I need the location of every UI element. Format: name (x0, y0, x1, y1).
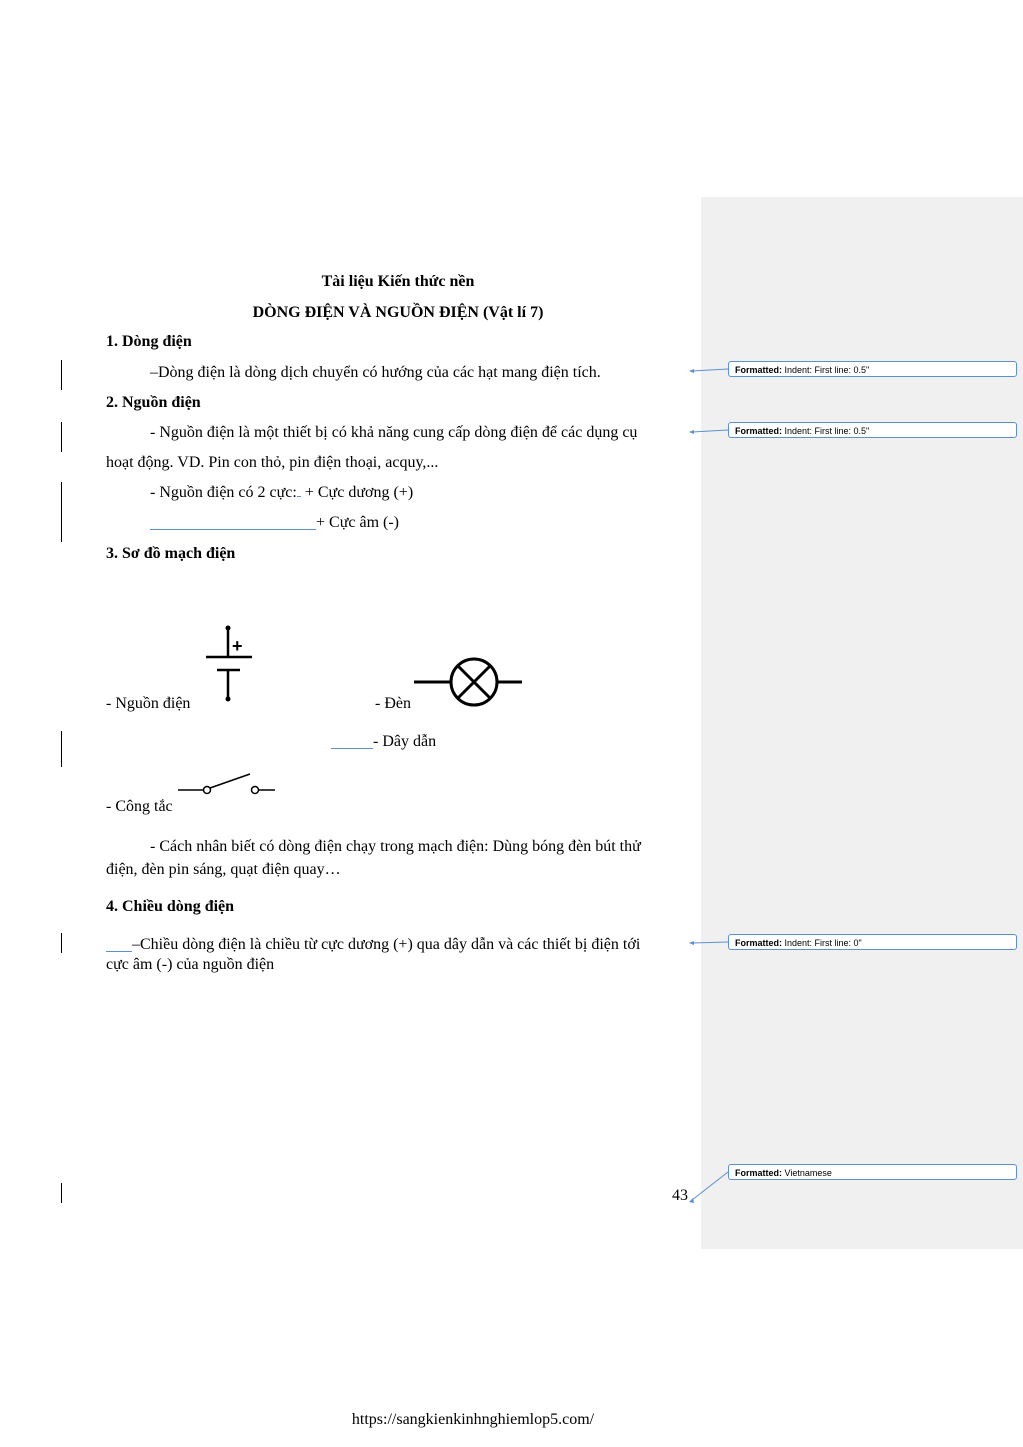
lamp-symbol (414, 658, 524, 708)
comment-label: Formatted: (735, 938, 782, 948)
change-bar (61, 1183, 62, 1203)
source-label: - Nguồn điện (106, 695, 191, 712)
section-heading-2: 2. Nguồn điện (106, 394, 201, 411)
comment-text: Indent: First line: 0.5" (784, 365, 870, 375)
comment-label: Formatted: (735, 1168, 782, 1178)
section-2-paragraph-line2: hoạt động. VD. Pin con thỏ, pin điện thoại, acquy,... (106, 454, 439, 471)
switch-label: - Công tắc (106, 798, 173, 815)
comment-label: Formatted: (735, 365, 782, 375)
switch-symbol (178, 768, 278, 808)
detection-note-line1: - Cách nhân biết có dòng điện chạy trong mạch điện: Dùng bóng đèn bút thử (150, 838, 641, 855)
comment-text: Indent: First line: 0" (784, 938, 862, 948)
comment-anchor-arrow (689, 369, 694, 373)
comment-text: Vietnamese (784, 1168, 832, 1178)
comment-balloon[interactable] (728, 934, 1017, 950)
comment-anchor-arrow (689, 1198, 694, 1203)
section-heading-1: 1. Dòng điện (106, 333, 192, 350)
change-bar (61, 482, 62, 542)
comment-balloon[interactable] (728, 1164, 1017, 1180)
change-bar (61, 731, 62, 767)
section-2-negative-line (150, 513, 399, 533)
comment-balloon[interactable] (728, 361, 1017, 377)
insertion-mark (106, 935, 132, 952)
document-subtitle: DÒNG ĐIỆN VÀ NGUỒN ĐIỆN (Vật lí 7) (252, 304, 544, 321)
change-bar (61, 422, 62, 452)
section-1-paragraph: –Dòng điện là dòng dịch chuyển có hướng của các hạt mang điện tích. (150, 364, 601, 381)
insertion-mark (331, 732, 373, 749)
section-4-text: –Chiều dòng điện là chiều từ cực dương (+) qua dây dẫn và các thiết bị điện tới (132, 936, 641, 953)
comment-margin-pane (701, 197, 1023, 1249)
change-bar (61, 933, 62, 953)
insertion-mark (297, 496, 301, 497)
comment-anchor-arrow (689, 430, 694, 434)
wire-line (331, 732, 436, 752)
section-heading-3: 3. Sơ đồ mạch điện (106, 545, 236, 562)
lamp-label: - Đèn (375, 695, 411, 712)
change-bar (61, 360, 62, 390)
section-4-paragraph-line2: cực âm (-) của nguồn điện (106, 956, 275, 973)
comment-text: Indent: First line: 0.5" (784, 426, 870, 436)
comment-anchor-arrow (689, 941, 694, 945)
insertion-mark (150, 513, 316, 530)
page-number: 43 (672, 1187, 688, 1204)
poles-intro: - Nguồn điện có 2 cực: (150, 484, 297, 501)
comment-label: Formatted: (735, 426, 782, 436)
battery-plus-sign: + (232, 636, 243, 656)
document-title: Tài liệu Kiến thức nền (321, 273, 475, 290)
section-2-paragraph-line1: - Nguồn điện là một thiết bị có khả năng cung cấp dòng điện để các dụng cụ (150, 424, 638, 441)
detection-note-line2: điện, đèn pin sáng, quạt điện quay… (106, 861, 341, 878)
battery-symbol (200, 624, 260, 704)
negative-pole: + Cực âm (-) (316, 514, 399, 531)
section-4-paragraph-line1 (106, 935, 640, 955)
wire-label: - Dây dẫn (373, 733, 437, 750)
section-2-poles-line (150, 483, 413, 503)
positive-pole: + Cực dương (+) (304, 484, 414, 501)
footer-url[interactable]: https://sangkienkinhnghiemlop5.com/ (351, 1411, 595, 1428)
comment-balloon[interactable] (728, 422, 1017, 438)
section-heading-4: 4. Chiều dòng điện (106, 898, 235, 915)
